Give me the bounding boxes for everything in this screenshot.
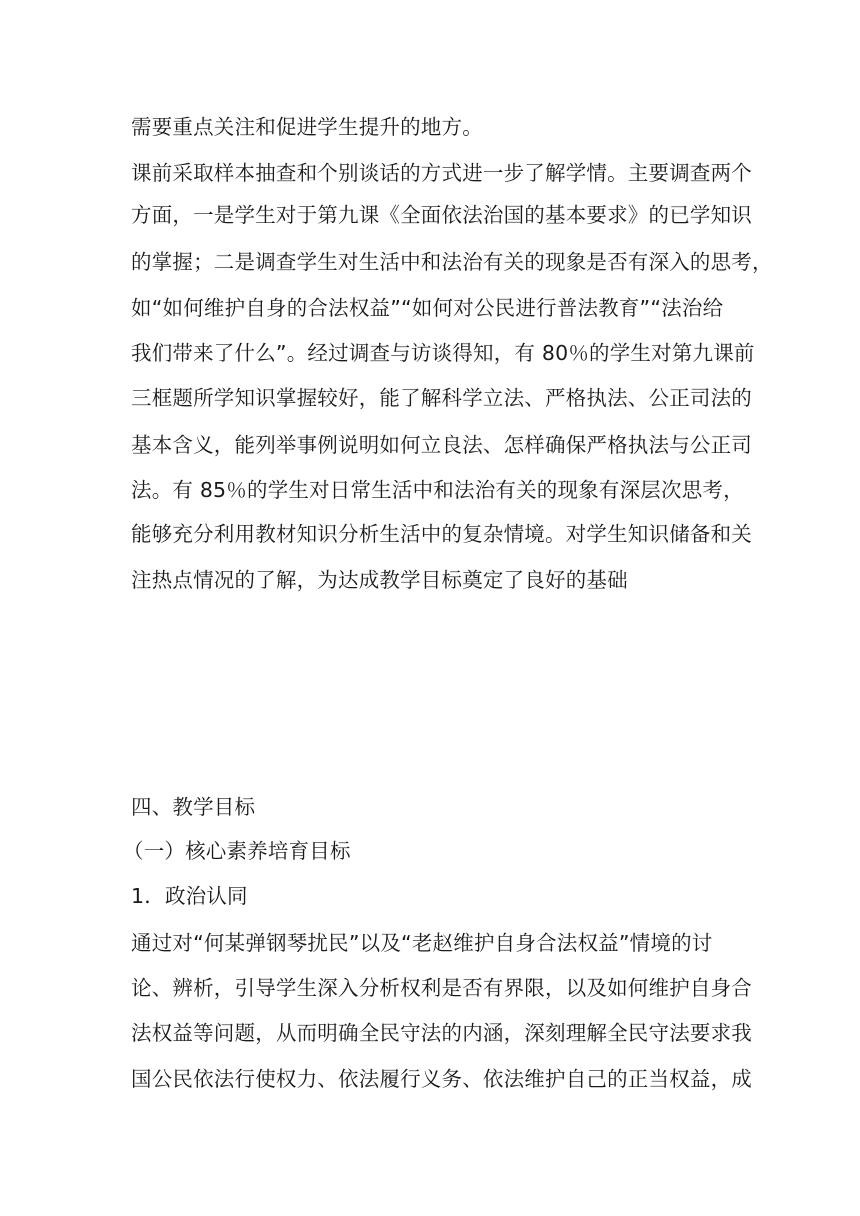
item-heading: 1．政治认同 (131, 884, 248, 908)
text-line: 注热点情况的了解，为达成教学目标奠定了良好的基础 (131, 568, 628, 592)
text-line: 国公民依法行使权力、依法履行义务、依法维护自己的正当权益，成 (131, 1067, 752, 1091)
text-line: 需要重点关注和促进学生提升的地方。 (131, 115, 483, 139)
subsection-heading: （一）核心素养培育目标 (123, 839, 351, 863)
text-line: 的掌握；二是调查学生对生活中和法治有关的现象是否有深入的思考， (131, 250, 773, 274)
text-line: 基本含义，能列举事例说明如何立良法、怎样确保严格执法与公正司 (131, 433, 752, 457)
text-line: 论、辨析，引导学生深入分析权利是否有界限，以及如何维护自身合 (131, 976, 752, 1000)
text-line: 能够充分利用教材知识分析生活中的复杂情境。对学生知识储备和关 (131, 522, 752, 546)
text-line: 我们带来了什么”。经过调查与访谈得知，有 80％的学生对第九课前 (131, 341, 755, 365)
text-line: 方面，一是学生对于第九课《全面依法治国的基本要求》的已学知识 (131, 203, 752, 227)
text-line: 如“如何维护自身的合法权益”“如何对公民进行普法教育”“法治给 (131, 296, 724, 320)
section-heading: 四、教学目标 (131, 795, 256, 819)
text-line: 课前采取样本抽查和个别谈话的方式进一步了解学情。主要调查两个 (131, 161, 752, 185)
text-line: 通过对“何某弹钢琴扰民”以及“老赵维护自身合法权益”情境的讨 (131, 931, 713, 955)
text-line: 法权益等问题，从而明确全民守法的内涵，深刻理解全民守法要求我 (131, 1021, 752, 1045)
text-line: 三框题所学知识掌握较好，能了解科学立法、严格执法、公正司法的 (131, 386, 752, 410)
text-line: 法。有 85％的学生对日常生活中和法治有关的现象有深层次思考， (131, 478, 744, 502)
